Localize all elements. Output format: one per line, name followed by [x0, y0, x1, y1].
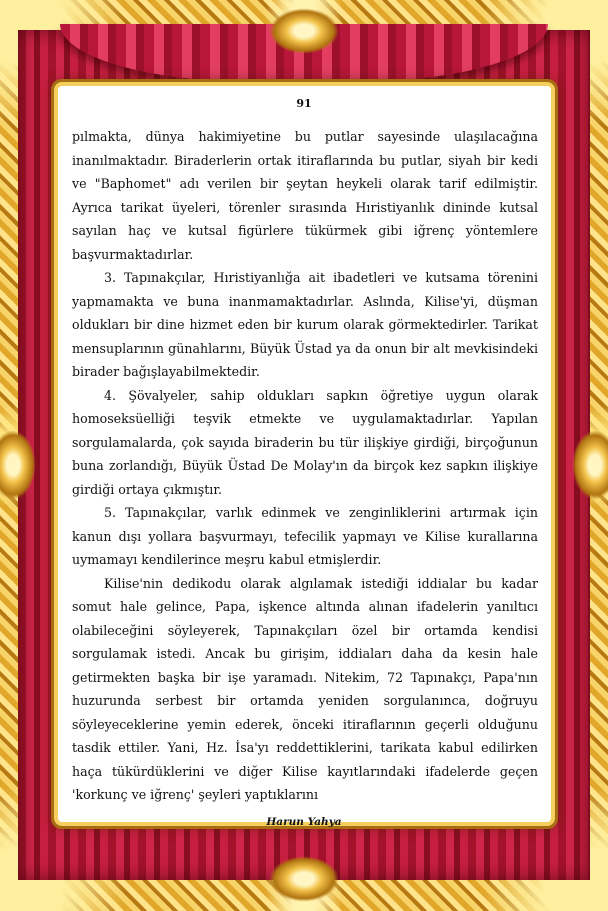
frame-ornament-top: [269, 8, 339, 54]
footer-author: Harun Yahya: [266, 816, 342, 828]
paragraph: pılmakta, dünya hakimiyetine bu putlar sayesinde ulaşılacağına inanılmaktadır. Biraderlerin ortak itiraflarında bu putlar, siyah bir kedi ve "Baphomet" adı verilen bir şeytan heykeli olarak tarif edilmiştir. Ayrıca tarikat üyeleri, törenler sırasında Hıristiyanlık dininde kutsal sayılan haç ve kutsal figürlere tükürmek gibi iğrenç yöntemlere başvurmaktadırlar.: [72, 129, 538, 262]
frame-ornament-left: [0, 430, 36, 500]
paragraph: 3. Tapınakçılar, Hıristiyanlığa ait ibadetleri ve kutsama törenini yapmamakta ve buna inanmamaktadırlar. Aslında, Kilise'yi, düşman oldukları bir dine hizmet eden bir kurum olarak görmektedirler. Tarikat mensuplarının günahlarını, Büyük Üstad ya da onun bir alt mevkisindeki birader bağışlayabilmektedir.: [72, 270, 538, 379]
body-text: [72, 125, 538, 807]
page-number: 91: [296, 97, 312, 110]
frame-ornament-right: [572, 430, 608, 500]
paragraph: 4. Şövalyeler, sahip oldukları sapkın öğretiye uygun olarak homoseksüelliği teşvik etmekte ve uygulamaktadırlar. Yapılan sorgulamalarda, çok sayıda biraderin bu tür ilişkiye girdiği, birçoğunun buna zorlandığı, Büyük Üstad De Molay'ın da birçok kez sapkın ilişkiye girdiği ortaya çıkmıştır.: [72, 387, 538, 497]
paragraph: 5. Tapınakçılar, varlık edinmek ve zenginliklerini artırmak için kanun dışı yollara başvurmayı, tefecilik yapmayı ve Kilise kurallarına uymamayı kendilerince meşru kabul etmişlerdir.: [72, 505, 538, 567]
frame-ornament-bottom: [269, 856, 339, 902]
paragraph: Kilise'nin dedikodu olarak algılamak istediği iddialar bu kadar somut hale gelince, Papa, işkence altında alınan ifadelerin yanıltıcı olabileceğini söyleyerek, Tapınakçıları özel bir ortamda kendisi sorgulamak istedi. Ancak bu girişim, iddiaları daha da kesin hale getirmekten başka bir işe yaramadı. Nitekim, 72 Tapınakçı, Papa'nın huzurunda serbest bir ortamda yeniden sorgulanınca, doğruyu söyleyeceklerine yemin ederek, önceki itiraflarının geçerli olduğunu tasdik ettiler. Yani, Hz. İsa'yı reddettiklerini, tarikata kabul edilirken haça tükürdüklerini ve diğer Kilise kayıtlarındaki ifadelerde geçen 'korkunç ve iğrenç' şeyleri yaptıklarını: [72, 575, 538, 802]
